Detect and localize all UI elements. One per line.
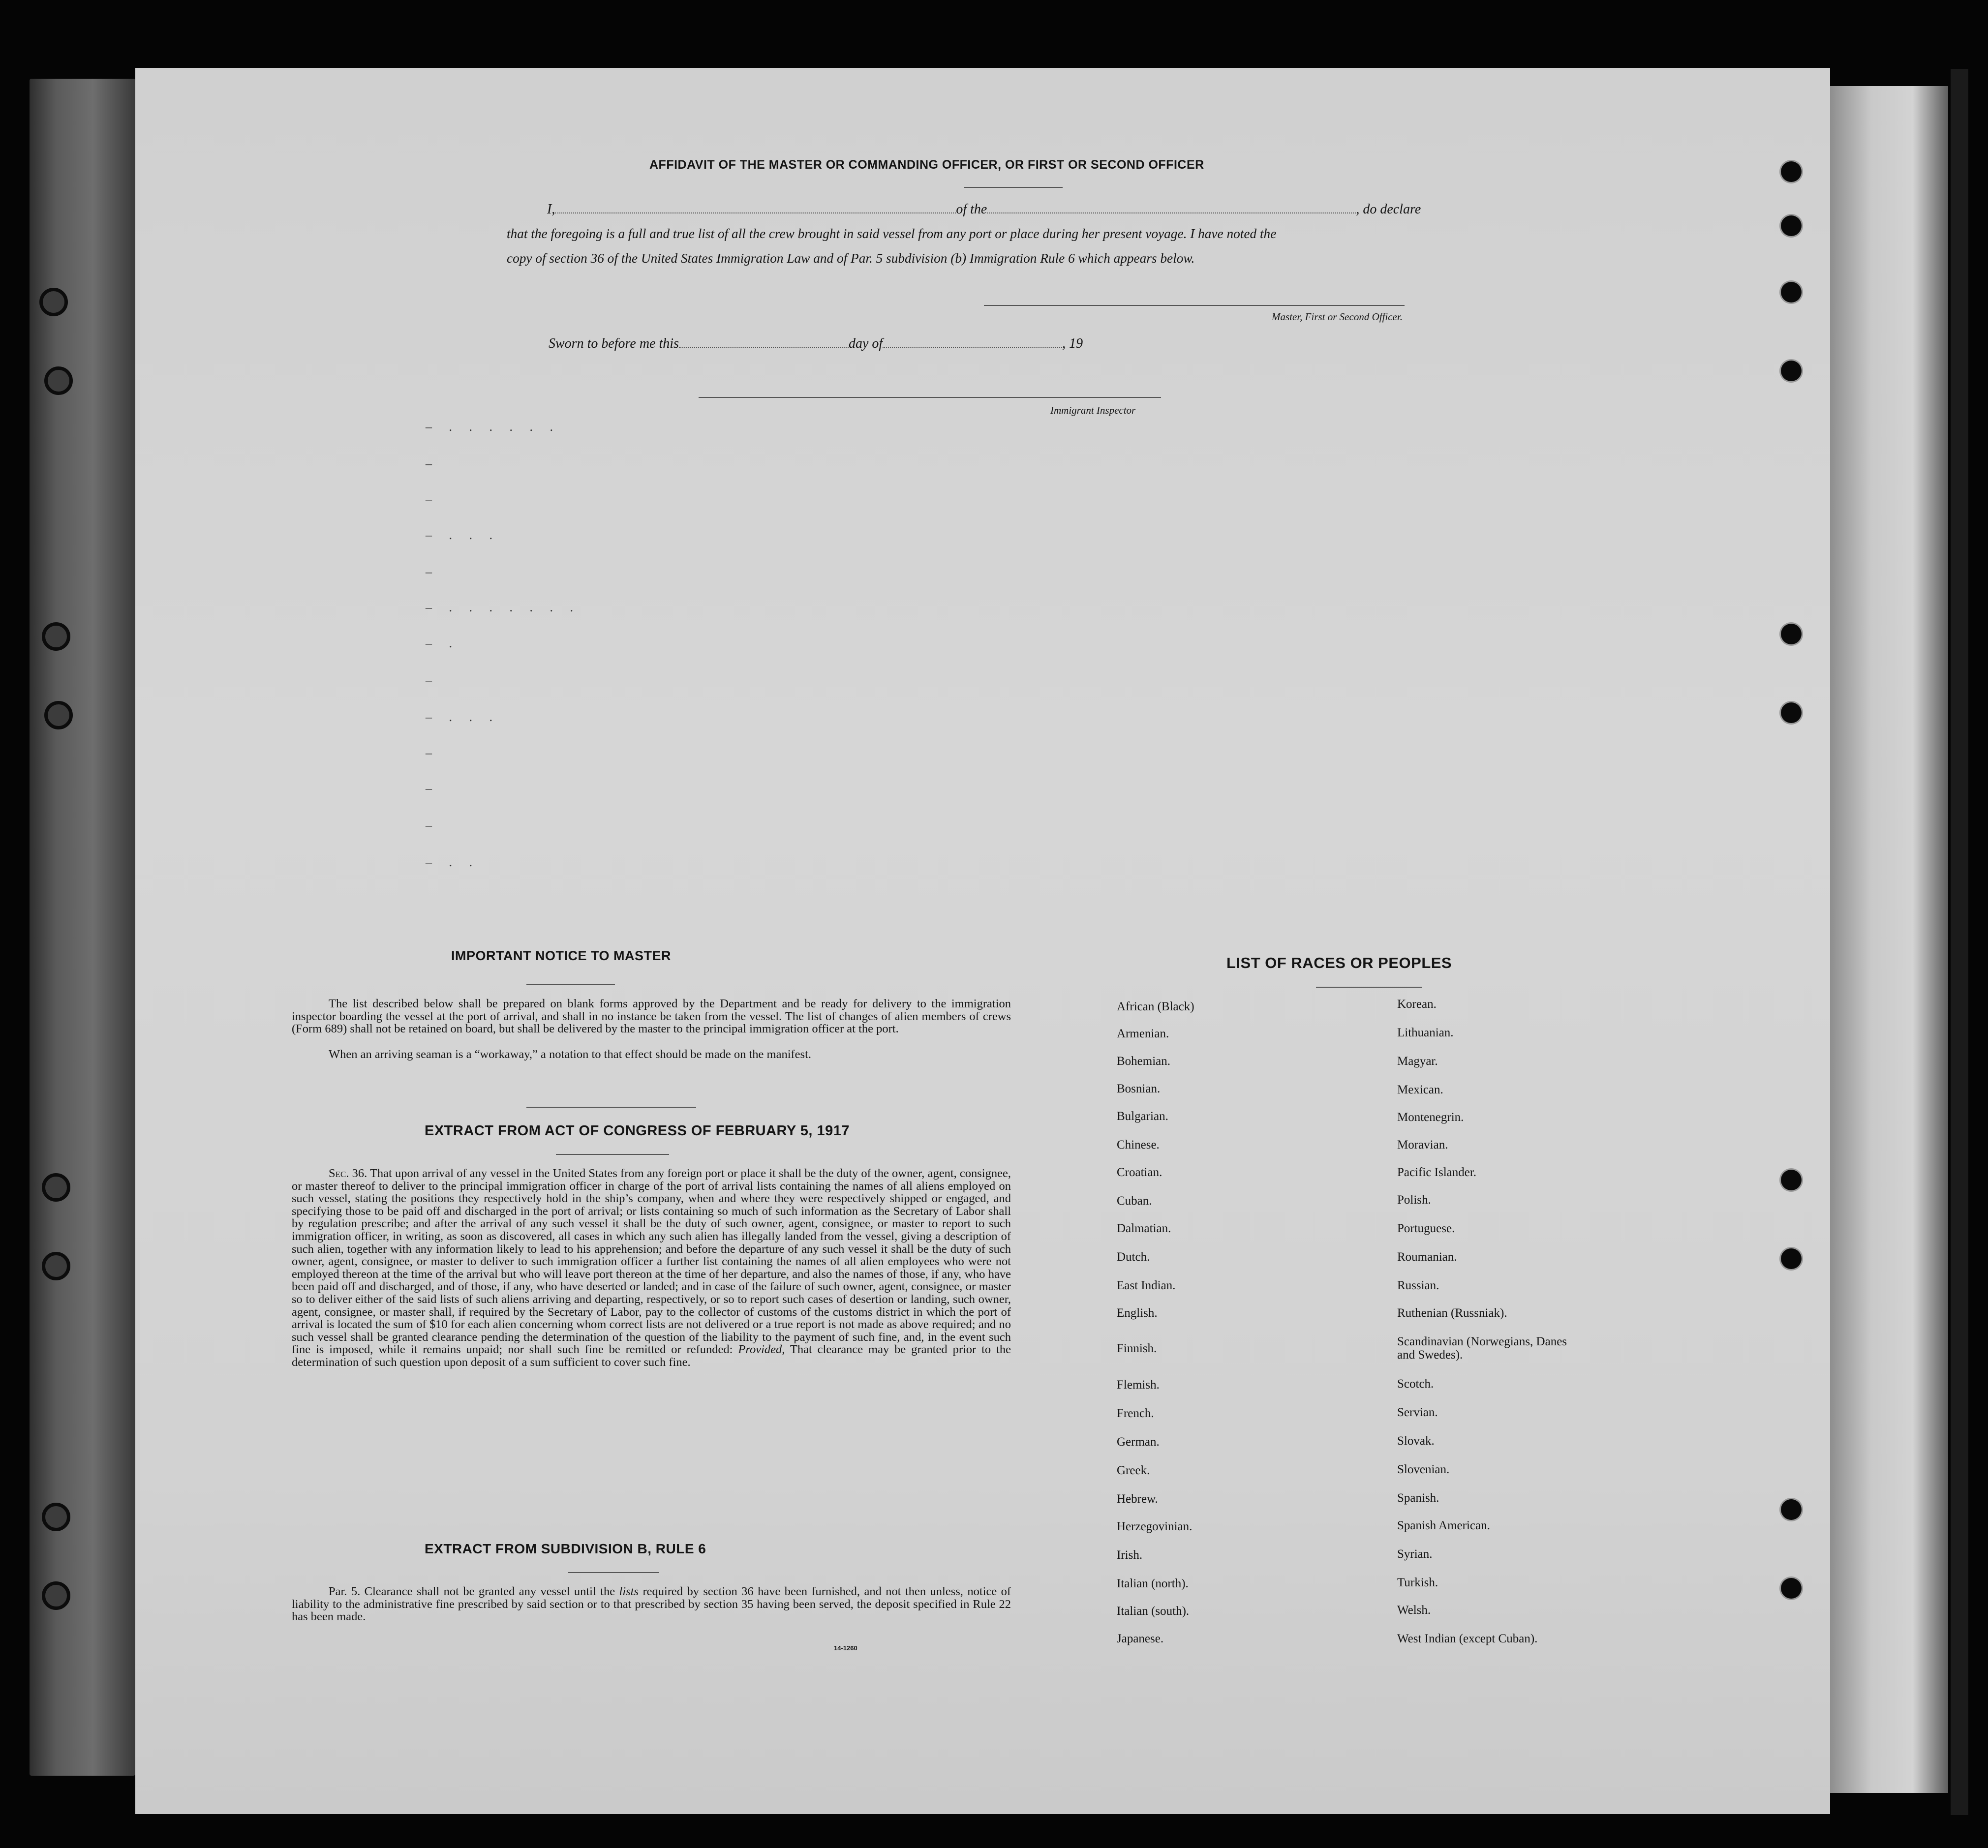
extract-rule-text xyxy=(292,1585,1011,1623)
races-title: LIST OF RACES OR PEOPLES xyxy=(1226,954,1452,971)
vessel-field[interactable] xyxy=(987,212,1356,213)
notice-underline xyxy=(526,984,615,985)
document-page xyxy=(135,68,1830,1814)
rule-text-a: Par. 5. Clearance shall not be granted any vessel until the xyxy=(329,1585,615,1598)
race-item: Syrian. xyxy=(1397,1547,1433,1561)
binder-hole xyxy=(42,1503,70,1531)
day-of-label: day of xyxy=(848,336,883,351)
sec-label: Sec. 36. xyxy=(329,1167,367,1180)
race-item: Armenian. xyxy=(1117,1027,1169,1040)
affidavit-line2: that the foregoing is a full and true list of all the crew brought in said vessel from any port or place during her present voyage. I have noted the xyxy=(507,226,1277,241)
race-item: Irish. xyxy=(1117,1548,1143,1562)
race-item: Hebrew. xyxy=(1117,1492,1158,1506)
master-signature-line[interactable] xyxy=(984,305,1405,306)
inspector-signature-line[interactable] xyxy=(699,397,1161,398)
binder-edge xyxy=(1951,69,1968,1815)
sworn-day-field[interactable] xyxy=(679,347,849,348)
race-item: Finnish. xyxy=(1117,1342,1157,1355)
race-item: Scotch. xyxy=(1397,1377,1434,1391)
stray-mark: – xyxy=(426,781,439,795)
stray-mark: – . . xyxy=(426,855,479,869)
race-item: Cuban. xyxy=(1117,1194,1152,1208)
race-item: Chinese. xyxy=(1117,1138,1160,1151)
binder-hole xyxy=(42,1581,70,1610)
race-item: Flemish. xyxy=(1117,1378,1160,1392)
stray-mark: – xyxy=(426,818,439,832)
rule-text-b: required by section 36 have been furnished, and not then unless, notice of liability to the administrative fine prescribed by said section or to that prescribed by section 35 having been served, the deposit specified in Rule 22 has been made. xyxy=(292,1585,1011,1624)
extract-act-text xyxy=(292,1167,1011,1369)
binder-hole xyxy=(44,701,73,729)
punch-hole xyxy=(1781,702,1802,723)
race-item: Spanish American. xyxy=(1397,1519,1490,1532)
races-underline xyxy=(1316,987,1422,988)
binder-hole xyxy=(44,366,73,395)
sworn-month-field[interactable] xyxy=(883,347,1062,348)
master-signature-label: Master, First or Second Officer. xyxy=(1272,311,1403,323)
race-item: German. xyxy=(1117,1435,1160,1449)
race-item: Spanish. xyxy=(1397,1491,1439,1505)
race-item: Portuguese. xyxy=(1397,1222,1455,1235)
extract-act-underline xyxy=(556,1154,669,1155)
lists-word: lists xyxy=(619,1585,639,1598)
stray-mark: – xyxy=(426,492,439,506)
race-item: East Indian. xyxy=(1117,1279,1176,1292)
stray-mark: – xyxy=(426,456,439,471)
adjacent-page-edge xyxy=(1830,86,1948,1793)
race-item: French. xyxy=(1117,1407,1154,1420)
race-item: Ruthenian (Russniak). xyxy=(1397,1306,1507,1320)
race-item: Scandinavian (Norwegians, Danes and Swedes). xyxy=(1397,1335,1567,1362)
punch-hole xyxy=(1781,624,1802,644)
notice-paragraph-2: When an arriving seaman is a “workaway,” a notation to that effect should be made on the manifest. xyxy=(329,1048,812,1061)
notice-divider xyxy=(526,1107,696,1108)
race-item: Japanese. xyxy=(1117,1632,1164,1645)
stray-mark: – . . . . . . . xyxy=(426,600,580,614)
race-item: Mexican. xyxy=(1397,1083,1443,1096)
race-item: Moravian. xyxy=(1397,1138,1448,1151)
punch-hole xyxy=(1781,1170,1802,1190)
stray-mark: – . . . xyxy=(426,710,499,724)
race-item: Italian (south). xyxy=(1117,1605,1190,1618)
race-item: Bulgarian. xyxy=(1117,1110,1168,1123)
punch-hole xyxy=(1781,1248,1802,1269)
year-label: , 19 xyxy=(1062,336,1083,351)
extract-rule-underline xyxy=(568,1572,659,1573)
race-item: African (Black) xyxy=(1117,1000,1194,1013)
binder-hole xyxy=(42,1252,70,1280)
race-item: West Indian (except Cuban). xyxy=(1397,1632,1538,1645)
affidavit-line3: copy of section 36 of the United States Immigration Law and of Par. 5 subdivision (b) Immigration Rule 6 which appears below. xyxy=(507,251,1195,266)
stray-mark: – xyxy=(426,673,439,687)
title-underline xyxy=(964,187,1063,188)
race-item: Slovenian. xyxy=(1397,1463,1450,1476)
race-item: Dalmatian. xyxy=(1117,1222,1171,1235)
race-item: Turkish. xyxy=(1397,1576,1438,1589)
declare-label: , do declare xyxy=(1356,202,1421,217)
race-item: Roumanian. xyxy=(1397,1250,1457,1264)
stray-mark: – . xyxy=(426,636,459,650)
sec-36-end: That clearance may be granted prior to the determination of such question upon deposit of a sum sufficient to cover such fine. xyxy=(292,1343,1011,1369)
sworn-label: Sworn to before me this xyxy=(549,336,679,351)
notice-title: IMPORTANT NOTICE TO MASTER xyxy=(451,948,671,963)
punch-hole xyxy=(1781,161,1802,182)
race-item: Polish. xyxy=(1397,1193,1431,1207)
punch-hole xyxy=(1781,1499,1802,1520)
sec-36-body: That upon arrival of any vessel in the United States from any foreign port or place it shall be the duty of the owner, agent, consignee, or master thereof to deliver to the principal immigration officer in charge of the port of arrival lists containing the names of all aliens employed on such vessel, stating the positions they respectively hold in the ship’s company, when and where they were respectively shipped or engaged, and specifying those to be paid off and discharged in the port of arrival; or lists containing so much of such information as the Secretary of Labor shall by regulation prescribe; and after the arrival of any such vessel it shall be the duty of such owner, agent, consignee, or master to report to such immigration officer, in writing, as soon as discovered, all cases in which any such alien has illegally landed from the vessel, giving a description of such alien, together with any information likely to lead to his apprehension; and before the departure of any such vessel it shall be the duty of such owner, agent, consignee, or master to deliver to such immigration officer a further list containing the names of all alien employees who were not employed thereon at the time of the arrival but who will leave port thereon at the time of her departure, and also the names of those, if any, who have been paid off and discharged, and of those, if any, who have deserted or landed; and in case of the failure of such owner, agent, consignee, or master so to deliver either of the said lists of such aliens arriving and departing, respectively, or so to report such cases of desertion or landing, such owner, agent, consignee, or master shall, if required by the Secretary of Labor, pay to the collector of customs of the customs district in which the port of arrival is located the sum of $10 for each alien concerning whom correct lists are not delivered or a true report is not made as above required; and no such vessel shall be granted clearance pending the determination of the question of the liability to the payment of such fine, and, in the event such fine is imposed, while it remains unpaid; nor shall such fine be remitted or refunded: xyxy=(292,1167,1011,1357)
affidavit-line1 xyxy=(547,202,1421,217)
notice-paragraph-1: The list described below shall be prepared on blank forms approved by the Department and be ready for delivery to the immigration inspector boarding the vessel at the port of arrival, and shall in no instance be taken from the vessel. The list of changes of alien members of crews (Form 689) shall not be retained on board, but shall be delivered by the master to the principal immigration officer at the port. xyxy=(292,997,1011,1036)
stray-mark: – . . . . . . xyxy=(426,420,560,434)
race-item: Servian. xyxy=(1397,1406,1438,1419)
race-item: Greek. xyxy=(1117,1464,1150,1477)
i-label: I, xyxy=(547,202,555,217)
race-item: Bohemian. xyxy=(1117,1055,1171,1068)
race-item: Russian. xyxy=(1397,1279,1439,1292)
race-item: Slovak. xyxy=(1397,1434,1435,1448)
race-item: Croatian. xyxy=(1117,1166,1162,1179)
punch-hole xyxy=(1781,361,1802,381)
race-item: Lithuanian. xyxy=(1397,1026,1454,1039)
extract-act-title: EXTRACT FROM ACT OF CONGRESS OF FEBRUARY 5, 1917 xyxy=(425,1123,850,1139)
punch-hole xyxy=(1781,1578,1802,1599)
race-item: Korean. xyxy=(1397,998,1437,1011)
stray-mark: – xyxy=(426,746,439,760)
extract-rule-title: EXTRACT FROM SUBDIVISION B, RULE 6 xyxy=(425,1541,706,1556)
punch-hole xyxy=(1781,282,1802,303)
race-item: Pacific Islander. xyxy=(1397,1166,1477,1179)
race-item: English. xyxy=(1117,1306,1158,1320)
race-item: Bosnian. xyxy=(1117,1082,1161,1095)
race-item: Montenegrin. xyxy=(1397,1111,1464,1124)
name-field[interactable] xyxy=(555,212,956,213)
race-item: Italian (north). xyxy=(1117,1577,1189,1590)
race-item: Herzegovinian. xyxy=(1117,1520,1193,1533)
affidavit-title: AFFIDAVIT OF THE MASTER OR COMMANDING OFFICER, OR FIRST OR SECOND OFFICER xyxy=(649,158,1204,172)
stray-mark: – . . . xyxy=(426,528,499,542)
form-number: 14-1260 xyxy=(834,1644,857,1652)
race-item: Welsh. xyxy=(1397,1604,1431,1617)
binder-hole xyxy=(42,622,70,651)
provided-label: Provided, xyxy=(738,1343,785,1357)
punch-hole xyxy=(1781,215,1802,236)
race-item: Magyar. xyxy=(1397,1055,1438,1068)
binder-hole xyxy=(39,288,68,316)
stray-mark: – xyxy=(426,565,439,579)
sworn-line xyxy=(549,336,1083,352)
race-item: Dutch. xyxy=(1117,1250,1150,1264)
binder-hole xyxy=(42,1173,70,1202)
inspector-label: Immigrant Inspector xyxy=(1050,404,1136,416)
of-the-label: of the xyxy=(956,202,987,217)
